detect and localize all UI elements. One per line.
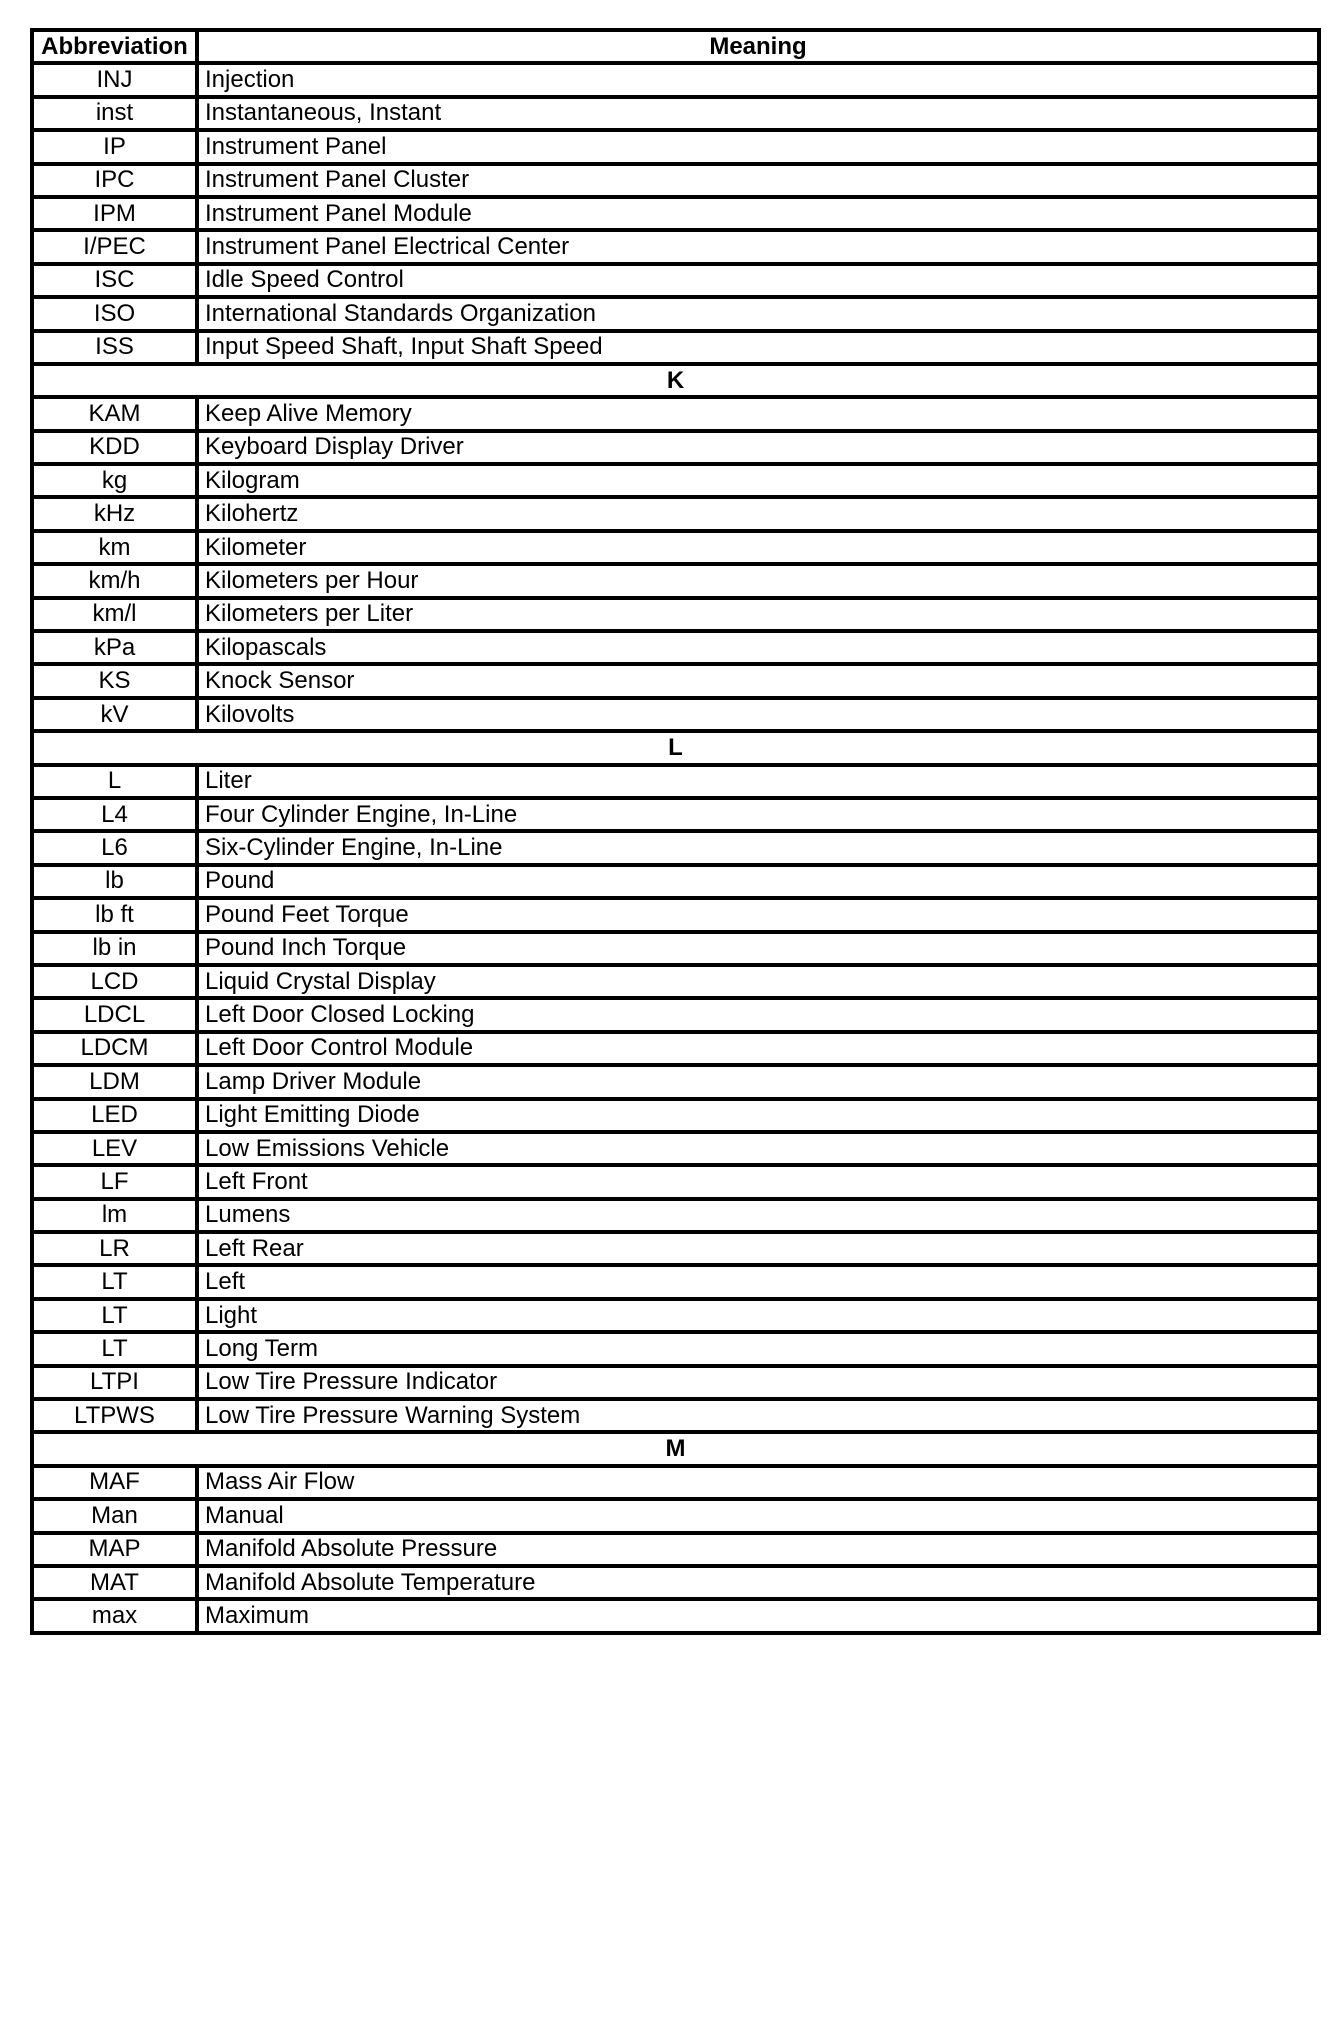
- table-header-row: [32, 30, 1319, 63]
- abbreviation-cell: LF: [32, 1165, 197, 1198]
- meaning-cell: Lamp Driver Module: [197, 1065, 1319, 1098]
- abbreviation-cell: LCD: [32, 965, 197, 998]
- table-row: [32, 1265, 1319, 1298]
- section-letter: K: [32, 364, 1319, 397]
- section-letter: L: [32, 731, 1319, 764]
- table-row: [32, 1533, 1319, 1566]
- meaning-cell: International Standards Organization: [197, 297, 1319, 330]
- meaning-column-header: Meaning: [197, 30, 1319, 63]
- meaning-cell: Left Front: [197, 1165, 1319, 1198]
- abbreviation-cell: km/h: [32, 564, 197, 597]
- abbreviation-cell: L6: [32, 831, 197, 864]
- abbreviation-cell: LDCL: [32, 998, 197, 1031]
- meaning-cell: Instrument Panel: [197, 130, 1319, 163]
- abbreviation-cell: I/PEC: [32, 230, 197, 263]
- table-row: [32, 1399, 1319, 1432]
- meaning-cell: Light: [197, 1299, 1319, 1332]
- meaning-cell: Kilopascals: [197, 631, 1319, 664]
- table-row: [32, 1566, 1319, 1599]
- meaning-cell: Manual: [197, 1499, 1319, 1532]
- meaning-cell: Manifold Absolute Pressure: [197, 1533, 1319, 1566]
- table-row: [32, 631, 1319, 664]
- table-row: [32, 264, 1319, 297]
- table-row: [32, 1499, 1319, 1532]
- table-row: [32, 598, 1319, 631]
- table-row: [32, 97, 1319, 130]
- meaning-cell: Kilometers per Hour: [197, 564, 1319, 597]
- meaning-cell: Low Tire Pressure Indicator: [197, 1366, 1319, 1399]
- abbreviation-cell: Man: [32, 1499, 197, 1532]
- table-row: [32, 1466, 1319, 1499]
- meaning-cell: Instrument Panel Electrical Center: [197, 230, 1319, 263]
- meaning-cell: Six-Cylinder Engine, In-Line: [197, 831, 1319, 864]
- abbreviation-cell: KDD: [32, 431, 197, 464]
- abbreviation-cell: lm: [32, 1199, 197, 1232]
- table-row: [32, 464, 1319, 497]
- meaning-cell: Light Emitting Diode: [197, 1099, 1319, 1132]
- meaning-cell: Kilohertz: [197, 497, 1319, 530]
- table-row: [32, 230, 1319, 263]
- abbreviation-cell: KS: [32, 664, 197, 697]
- meaning-cell: Lumens: [197, 1199, 1319, 1232]
- table-row: [32, 564, 1319, 597]
- table-row: [32, 698, 1319, 731]
- meaning-cell: Left Rear: [197, 1232, 1319, 1265]
- table-body: [32, 63, 1319, 1632]
- abbreviation-cell: IP: [32, 130, 197, 163]
- table-row: [32, 1232, 1319, 1265]
- section-letter: M: [32, 1432, 1319, 1465]
- table-row: [32, 998, 1319, 1031]
- table-row: [32, 197, 1319, 230]
- abbreviation-cell: LTPI: [32, 1366, 197, 1399]
- meaning-cell: Kilometers per Liter: [197, 598, 1319, 631]
- meaning-cell: Maximum: [197, 1599, 1319, 1632]
- table-row: [32, 431, 1319, 464]
- table-row: [32, 497, 1319, 530]
- meaning-cell: Pound Inch Torque: [197, 932, 1319, 965]
- abbreviation-cell: kg: [32, 464, 197, 497]
- abbreviation-cell: ISC: [32, 264, 197, 297]
- abbreviation-cell: ISS: [32, 331, 197, 364]
- abbreviation-cell: LED: [32, 1099, 197, 1132]
- abbreviation-cell: LDCM: [32, 1032, 197, 1065]
- table-row: [32, 831, 1319, 864]
- meaning-cell: Knock Sensor: [197, 664, 1319, 697]
- meaning-cell: Liquid Crystal Display: [197, 965, 1319, 998]
- table-row: [32, 664, 1319, 697]
- abbreviation-cell: MAP: [32, 1533, 197, 1566]
- abbreviation-cell: LEV: [32, 1132, 197, 1165]
- meaning-cell: Keep Alive Memory: [197, 397, 1319, 430]
- abbreviation-cell: LT: [32, 1265, 197, 1298]
- table-row: [32, 865, 1319, 898]
- abbreviation-cell: lb in: [32, 932, 197, 965]
- abbreviation-cell: km: [32, 531, 197, 564]
- abbreviation-cell: max: [32, 1599, 197, 1632]
- abbreviation-cell: KAM: [32, 397, 197, 430]
- meaning-cell: Kilovolts: [197, 698, 1319, 731]
- abbreviation-cell: LR: [32, 1232, 197, 1265]
- abbreviation-cell: kHz: [32, 497, 197, 530]
- abbreviation-cell: L4: [32, 798, 197, 831]
- table-row: [32, 898, 1319, 931]
- meaning-cell: Left: [197, 1265, 1319, 1298]
- table-row: [32, 1065, 1319, 1098]
- meaning-cell: Liter: [197, 765, 1319, 798]
- section-header-row: [32, 364, 1319, 397]
- abbreviation-cell: lb: [32, 865, 197, 898]
- abbreviation-column-header: Abbreviation: [32, 30, 197, 63]
- table-row: [32, 1199, 1319, 1232]
- meaning-cell: Kilometer: [197, 531, 1319, 564]
- table-row: [32, 1299, 1319, 1332]
- meaning-cell: Pound: [197, 865, 1319, 898]
- meaning-cell: Left Door Closed Locking: [197, 998, 1319, 1031]
- meaning-cell: Injection: [197, 63, 1319, 96]
- abbreviation-cell: L: [32, 765, 197, 798]
- abbreviation-cell: inst: [32, 97, 197, 130]
- abbreviation-cell: km/l: [32, 598, 197, 631]
- table-row: [32, 164, 1319, 197]
- table-row: [32, 397, 1319, 430]
- section-header-row: [32, 1432, 1319, 1465]
- table-row: [32, 63, 1319, 96]
- table-row: [32, 1366, 1319, 1399]
- abbreviation-cell: LTPWS: [32, 1399, 197, 1432]
- abbreviation-cell: MAT: [32, 1566, 197, 1599]
- abbreviation-cell: lb ft: [32, 898, 197, 931]
- abbreviation-table: [30, 28, 1321, 1635]
- table-row: [32, 798, 1319, 831]
- meaning-cell: Input Speed Shaft, Input Shaft Speed: [197, 331, 1319, 364]
- table-row: [32, 1099, 1319, 1132]
- meaning-cell: Low Emissions Vehicle: [197, 1132, 1319, 1165]
- table-row: [32, 1032, 1319, 1065]
- meaning-cell: Long Term: [197, 1332, 1319, 1365]
- table-row: [32, 331, 1319, 364]
- section-header-row: [32, 731, 1319, 764]
- table-row: [32, 965, 1319, 998]
- meaning-cell: Manifold Absolute Temperature: [197, 1566, 1319, 1599]
- meaning-cell: Instantaneous, Instant: [197, 97, 1319, 130]
- abbreviation-cell: LT: [32, 1332, 197, 1365]
- table-row: [32, 297, 1319, 330]
- meaning-cell: Instrument Panel Module: [197, 197, 1319, 230]
- abbreviation-cell: LDM: [32, 1065, 197, 1098]
- meaning-cell: Keyboard Display Driver: [197, 431, 1319, 464]
- abbreviation-cell: kV: [32, 698, 197, 731]
- meaning-cell: Low Tire Pressure Warning System: [197, 1399, 1319, 1432]
- table-row: [32, 1132, 1319, 1165]
- meaning-cell: Instrument Panel Cluster: [197, 164, 1319, 197]
- table-row: [32, 932, 1319, 965]
- abbreviation-cell: MAF: [32, 1466, 197, 1499]
- table-row: [32, 765, 1319, 798]
- table-row: [32, 531, 1319, 564]
- meaning-cell: Pound Feet Torque: [197, 898, 1319, 931]
- abbreviation-cell: LT: [32, 1299, 197, 1332]
- meaning-cell: Mass Air Flow: [197, 1466, 1319, 1499]
- abbreviation-cell: IPC: [32, 164, 197, 197]
- abbreviation-cell: ISO: [32, 297, 197, 330]
- meaning-cell: Four Cylinder Engine, In-Line: [197, 798, 1319, 831]
- table-row: [32, 130, 1319, 163]
- table-row: [32, 1332, 1319, 1365]
- meaning-cell: Left Door Control Module: [197, 1032, 1319, 1065]
- table-row: [32, 1165, 1319, 1198]
- meaning-cell: Idle Speed Control: [197, 264, 1319, 297]
- abbreviation-cell: kPa: [32, 631, 197, 664]
- abbreviation-cell: IPM: [32, 197, 197, 230]
- meaning-cell: Kilogram: [197, 464, 1319, 497]
- abbreviation-cell: INJ: [32, 63, 197, 96]
- table-row: [32, 1599, 1319, 1632]
